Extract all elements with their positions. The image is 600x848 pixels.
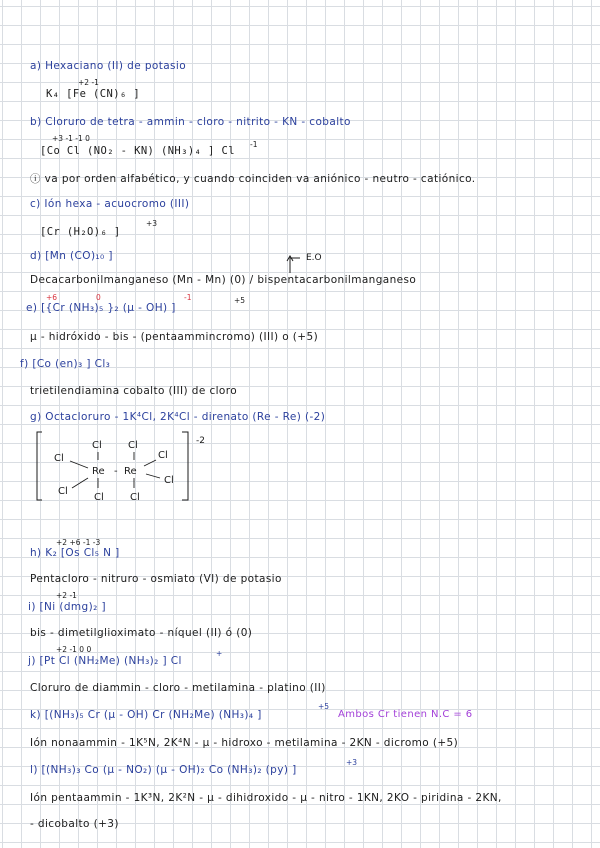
item-k-charge: +5 — [318, 702, 330, 711]
item-i-title: i) [Ni (dmg)₂ ] — [28, 601, 106, 613]
item-l-title: l) [(NH₃)₃ Co (μ - NO₂) (μ - OH)₂ Co (NH₃)₂ (py) ] — [30, 764, 297, 776]
item-l-name-cont: - dicobalto (+3) — [30, 818, 119, 830]
item-i-charges: +2 -1 — [56, 591, 77, 600]
dirhenate-structure-diagram — [30, 428, 220, 504]
item-e-charge-oh: -1 — [184, 293, 192, 302]
item-e-name: μ - hidróxido - bis - (pentaammincromo) (III) o (+5) — [30, 331, 319, 343]
cl-top-1: Cl — [92, 440, 102, 451]
item-j-charges: +2 -1 0 0 — [56, 645, 92, 654]
left-bracket — [37, 432, 42, 500]
item-c-formula: [Cr (H₂O)₆ ] — [40, 226, 121, 238]
item-g-title: g) Octacloruro - 1K⁴Cl, 2K⁴Cl - direnato (Re - Re) (-2) — [30, 411, 326, 423]
item-a-title: a) Hexaciano (II) de potasio — [30, 60, 187, 72]
item-b-formula: [Co Cl (NO₂ - KN) (NH₃)₄ ] Cl — [40, 145, 235, 157]
cl-bottom-1: Cl — [94, 492, 104, 503]
item-a-formula: K₄ [Fe (CN)₆ ] — [46, 88, 141, 100]
item-f-title: f) [Co (en)₃ ] Cl₃ — [20, 358, 111, 370]
cl-left-bottom: Cl — [58, 486, 68, 497]
re-atom-2: Re — [124, 466, 137, 477]
item-l-name: Ión pentaammin - 1K³N, 2K²N - μ - dihidroxido - μ - nitro - 1KN, 2KO - piridina - 2KN, — [30, 792, 502, 804]
right-bracket — [182, 432, 188, 500]
cl-right-top: Cl — [158, 450, 168, 461]
item-c-title: c) Ión hexa - acuocromo (III) — [30, 198, 190, 210]
item-h-name: Pentacloro - nitruro - osmiato (VI) de potasio — [30, 573, 282, 585]
re-atom-1: Re — [92, 466, 105, 477]
item-e-charge-cr: +6 — [46, 293, 58, 302]
item-f-name: trietilendiamina cobalto (III) de cloro — [30, 385, 238, 397]
item-l-charge: +3 — [346, 758, 358, 767]
item-e-charge: +5 — [234, 296, 246, 305]
item-h-charges: +2 +6 -1 -3 — [56, 538, 101, 547]
item-j-name: Cloruro de diammin - cloro - metilamina - platino (II) — [30, 682, 326, 694]
item-j-title: j) [Pt Cl (NH₂Me) (NH₃)₂ ] Cl — [28, 655, 182, 667]
cl-bottom-2: Cl — [130, 492, 140, 503]
item-e-charge-zero: 0 — [96, 293, 101, 302]
cl-top-2: Cl — [128, 440, 138, 451]
cl-right-bottom: Cl — [164, 475, 174, 486]
item-e-title: e) [{Cr (NH₃)₅ }₂ (μ - OH) ] — [26, 302, 176, 314]
item-i-name: bis - dimetilglioximato - níquel (II) ó (0) — [30, 627, 253, 639]
item-k-note: Ambos Cr tienen N.C = 6 — [338, 709, 473, 720]
item-k-title: k) [(NH₃)₅ Cr (μ - OH) Cr (NH₂Me) (NH₃)₄ ] — [30, 709, 262, 721]
item-d-note: E.O — [306, 253, 322, 263]
item-d-name: Decacarbonilmanganeso (Mn - Mn) (0) / bispentacarbonilmanganeso — [30, 274, 417, 286]
item-b-note: ⓘ va por orden alfabético, y cuando coinciden va aniónico - neutro - catiónico. — [30, 173, 476, 185]
item-j-charge-plus: + — [216, 649, 223, 658]
item-g-charge: -2 — [196, 436, 205, 446]
item-k-name: Ión nonaammin - 1K⁵N, 2K⁴N - μ - hidroxo - metilamina - 2KN - dicromo (+5) — [30, 737, 459, 749]
item-a-charges: +2 -1 — [78, 78, 99, 87]
arrow-up-icon — [286, 250, 306, 274]
item-b-charges: +3 -1 -1 0 — [52, 134, 90, 143]
item-d-title: d) [Mn (CO)₁₀ ] — [30, 250, 113, 262]
item-b-charge-end: -1 — [250, 140, 258, 149]
item-h-title: h) K₂ [Os Cl₅ N ] — [30, 547, 120, 559]
item-b-title: b) Cloruro de tetra - ammin - cloro - nitrito - KN - cobalto — [30, 116, 351, 128]
re-re-bond: - — [114, 466, 118, 477]
item-c-charge: +3 — [146, 219, 158, 228]
cl-left-top: Cl — [54, 453, 64, 464]
